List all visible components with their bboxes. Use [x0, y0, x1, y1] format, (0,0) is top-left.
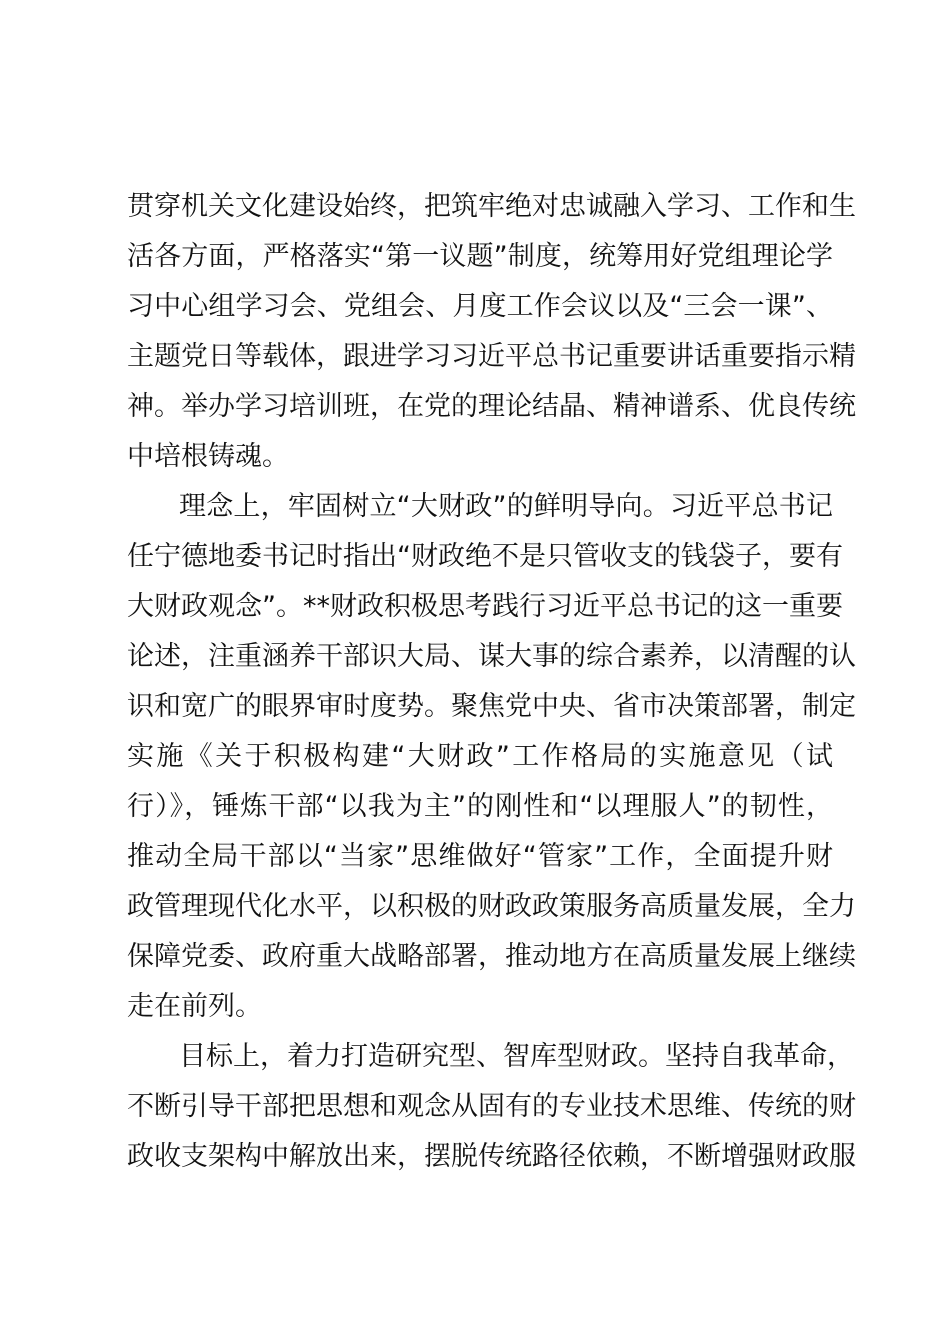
paragraph-2-line-1: 理念上，牢固树立“大财政”的鲜明导向。习近平总书记	[179, 491, 833, 522]
paragraph-2-line-8: 推动全局干部以“当家”思维做好“管家”工作，全面提升财	[127, 841, 833, 872]
paragraph-1-line-5: 神。举办学习培训班，在党的理论结晶、精神谱系、优良传统	[127, 391, 856, 422]
paragraph-2-line-4: 论述，注重涵养干部识大局、谋大事的综合素养，以清醒的认	[127, 641, 856, 672]
paragraph-3-line-1: 目标上，着力打造研究型、智库型财政。坚持自我革命，	[179, 1041, 854, 1072]
paragraph-1-line-1: 贯穿机关文化建设始终，把筑牢绝对忠诚融入学习、工作和生	[127, 191, 856, 222]
paragraph-2-line-10: 保障党委、政府重大战略部署，推动地方在高质量发展上继续	[127, 941, 856, 972]
paragraph-2-line-9: 政管理现代化水平，以积极的财政政策服务高质量发展，全力	[127, 891, 856, 922]
paragraph-2-line-2: 任宁德地委书记时指出“财政绝不是只管收支的钱袋子，要有	[127, 541, 843, 572]
paragraph-1-line-4: 主题党日等载体，跟进学习习近平总书记重要讲话重要指示精	[127, 341, 856, 372]
paragraph-2-line-5: 识和宽广的眼界审时度势。聚焦党中央、省市决策部署，制定	[127, 691, 856, 722]
paragraph-2-line-7: 行）》，锤炼干部“以我为主”的刚性和“以理服人”的韧性，	[127, 791, 833, 822]
paragraph-2-line-6: 实施《关于积极构建“大财政”工作格局的实施意见（试	[127, 741, 833, 772]
paragraph-1-line-6: 中培根铸魂。	[127, 441, 289, 472]
paragraph-3-line-3: 政收支架构中解放出来，摆脱传统路径依赖，不断增强财政服	[127, 1141, 856, 1172]
paragraph-2-line-3: 大财政观念”。**财政积极思考践行习近平总书记的这一重要	[127, 591, 843, 622]
paragraph-3-line-2: 不断引导干部把思想和观念从固有的专业技术思维、传统的财	[127, 1091, 856, 1122]
paragraph-2-line-11: 走在前列。	[127, 991, 262, 1022]
paragraph-1-line-3: 习中心组学习会、党组会、月度工作会议以及“三会一课”、	[127, 291, 833, 322]
paragraph-1-line-2: 活各方面，严格落实“第一议题”制度，统筹用好党组理论学	[127, 241, 833, 272]
document-body	[127, 182, 856, 1182]
